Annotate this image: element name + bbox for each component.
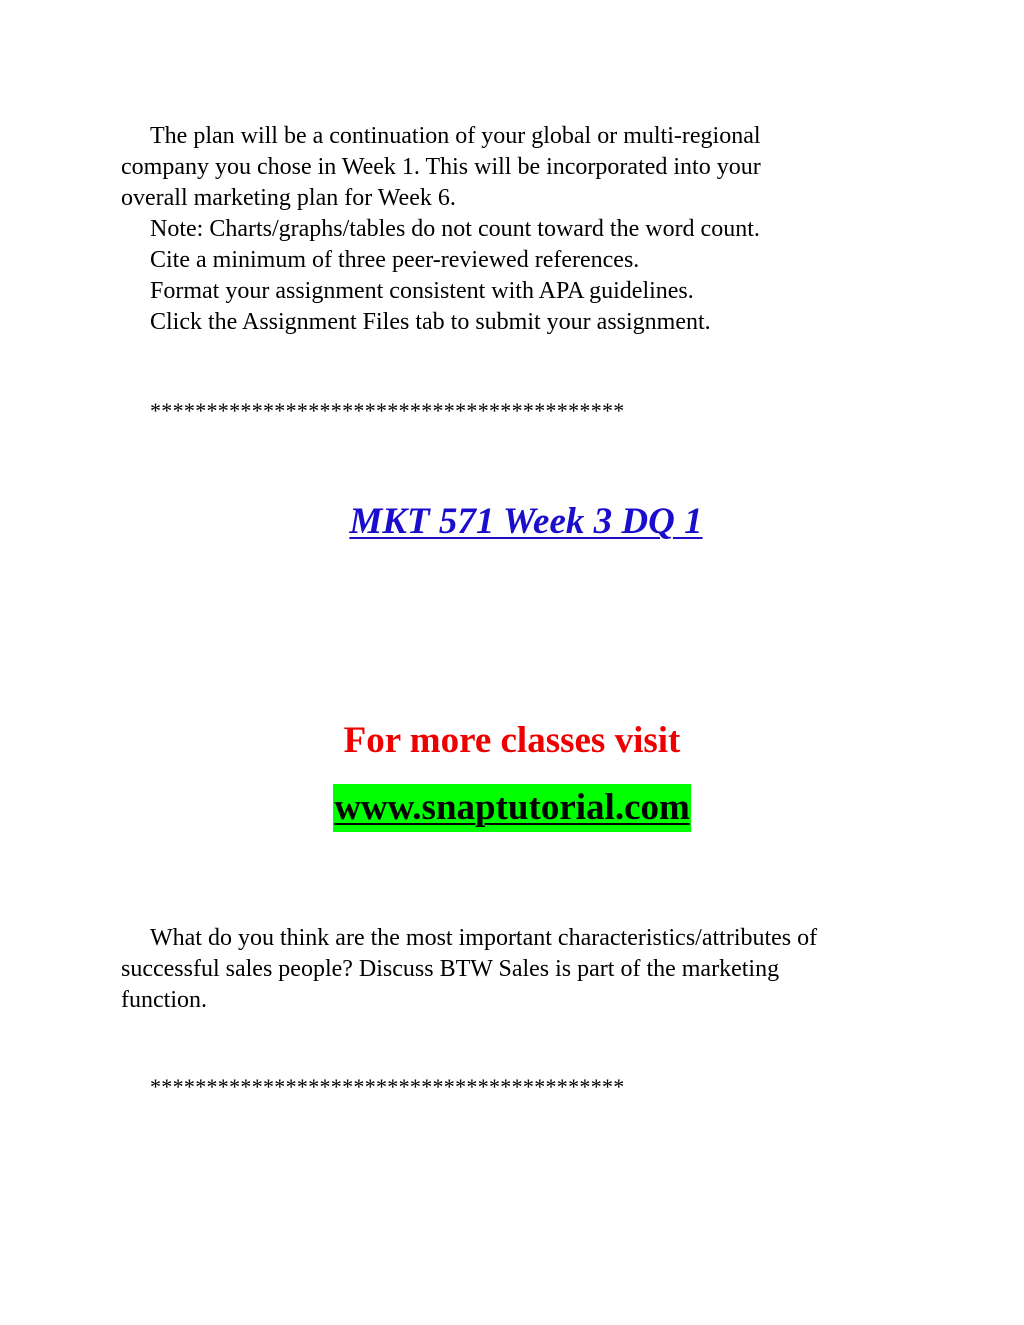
site-link-wrapper — [0, 784, 1024, 832]
question-line: function. — [121, 987, 207, 1013]
promo-text: For more classes visit — [343, 720, 681, 761]
intro-line: company you chose in Week 1. This will be incorporated into your — [121, 154, 761, 180]
intro-paragraph — [121, 121, 911, 338]
separator-top: ****************************************** — [150, 398, 625, 423]
separator-bottom: ****************************************** — [150, 1074, 625, 1099]
intro-line: overall marketing plan for Week 6. — [121, 185, 456, 211]
question-line: successful sales people? Discuss BTW Sales is part of the marketing — [121, 956, 780, 982]
note-word-count: Note: Charts/graphs/tables do not count toward the word count. — [150, 216, 760, 242]
question-line: What do you think are the most important characteristics/attributes of — [150, 925, 818, 951]
note-references: Cite a minimum of three peer-reviewed references. — [150, 247, 640, 273]
note-submit: Click the Assignment Files tab to submit your assignment. — [150, 309, 711, 335]
snaptutorial-link[interactable]: www.snaptutorial.com — [333, 784, 691, 832]
course-title-link[interactable]: MKT 571 Week 3 DQ 1 — [349, 501, 703, 542]
intro-line: The plan will be a continuation of your global or multi-regional — [150, 123, 761, 149]
question-paragraph — [121, 923, 911, 1016]
note-apa-format: Format your assignment consistent with APA guidelines. — [150, 278, 694, 304]
